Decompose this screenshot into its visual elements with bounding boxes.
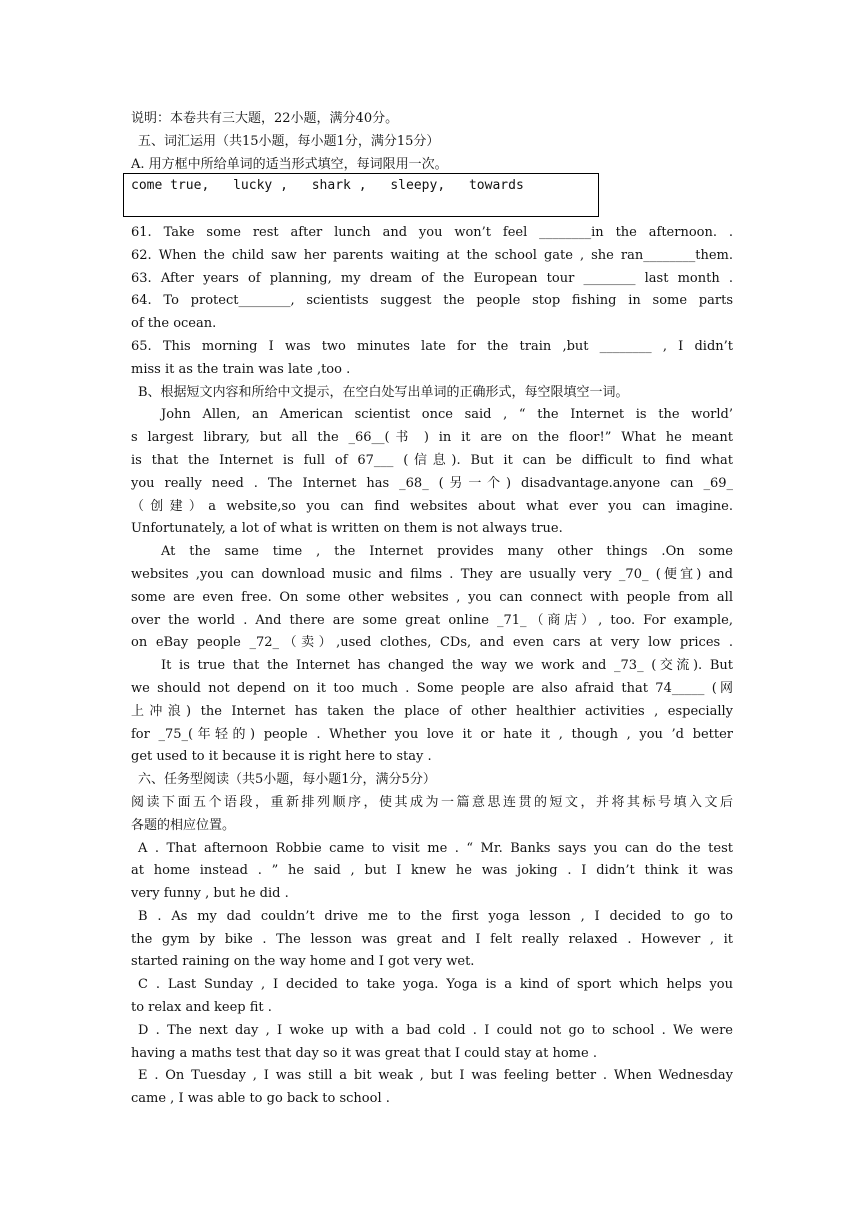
passage-line: 上冲浪) the Internet has taken the place of other healthier activities , especially	[131, 703, 733, 719]
word-box-item: towards	[468, 178, 524, 193]
question-63: 63. After years of planning, my dream of the European tour ________ last month .	[131, 270, 733, 286]
paragraph-e: E . On Tuesday , I was still a bit weak , but I was feeling better . When Wednesday	[138, 1068, 733, 1084]
passage-line: Unfortunately, a lot of what is written on them is not always true.	[131, 521, 563, 537]
document-body	[131, 108, 733, 1111]
passage-line: on eBay people _72_（卖）,used clothes, CDs, and even cars at very low prices .	[131, 635, 733, 651]
question-61: 61. Take some rest after lunch and you won’t feel ________in the afternoon. .	[131, 224, 733, 240]
question-62: 62. When the child saw her parents waiting at the school gate , she ran________them.	[131, 247, 733, 263]
passage-line: over the world . And there are some great online _71_（商店）, too. For example,	[131, 612, 733, 628]
intro-text: 说明：本卷共有三大题，22小题，满分40分。	[131, 111, 399, 126]
paragraph-a: at home instead . ” he said , but I knew he was joking . I didn’t think it was	[131, 863, 733, 879]
word-box-item: come true,	[131, 178, 210, 193]
word-box-item: shark ,	[311, 178, 367, 193]
passage-line: for _75_(年轻的) people . Whether you love it or hate it , though , you ’d better	[131, 726, 733, 742]
passage-line: （创建）a website,so you can find websites about what ever you can imagine.	[131, 498, 733, 514]
passage-line: we should not depend on it too much . Some people are also afraid that 74_____ (网	[131, 680, 733, 696]
passage-line: you really need . The Internet has _68_ (另一个) disadvantage.anyone can _69_	[131, 475, 733, 491]
section-6-instruction: 各题的相应位置。	[131, 817, 236, 833]
passage-line: At the same time , the Internet provides many other things .On some	[161, 544, 733, 560]
question-65-cont: miss it as the train was late ,too .	[131, 361, 351, 377]
part-a-instruction: A. 用方框中所给单词的适当形式填空，每词限用一次。	[131, 156, 448, 172]
question-64: 64. To protect________, scientists suggest the people stop fishing in some parts	[131, 293, 733, 309]
passage-line: s largest library, but all the _66__(书 ) in it are on the floor!” What he meant	[131, 430, 733, 446]
passage-line: is that the Internet is full of 67___ (信息). But it can be difficult to find what	[131, 452, 733, 468]
section-5-title: 五、词汇运用（共15小题，每小题1分，满分15分）	[138, 133, 440, 149]
question-64-cont: of the ocean.	[131, 316, 217, 332]
part-b-instruction: B、根据短文内容和所给中文提示，在空白处写出单词的正确形式，每空限填空一词。	[138, 384, 629, 400]
paragraph-b: the gym by bike . The lesson was great and I felt really relaxed . However , it	[131, 931, 733, 947]
paragraph-d: D . The next day , I woke up with a bad cold . I could not go to school . We were	[138, 1022, 733, 1038]
paragraph-d: having a maths test that day so it was great that I could stay at home .	[131, 1045, 597, 1061]
paragraph-a: very funny , but he did .	[131, 886, 289, 902]
paragraph-c: C . Last Sunday , I decided to take yoga. Yoga is a kind of sport which helps you	[138, 977, 733, 993]
paragraph-e: came , I was able to go back to school .	[131, 1091, 390, 1107]
word-box-item: lucky ,	[233, 178, 288, 193]
passage-line: some are even free. On some other websites , you can connect with people from all	[131, 589, 733, 605]
paragraph-b: started raining on the way home and I got very wet.	[131, 954, 475, 970]
word-box	[123, 173, 599, 217]
question-65: 65. This morning I was two minutes late for the train ,but ________ , I didn’t	[131, 338, 733, 354]
passage-line: John Allen, an American scientist once said , “ the Internet is the world’	[161, 407, 733, 423]
section-6-title: 六、任务型阅读（共5小题，每小题1分，满分5分）	[138, 772, 436, 788]
passage-line: websites ,you can download music and films . They are usually very _70_ (便宜) and	[131, 566, 733, 582]
paragraph-a: A . That afternoon Robbie came to visit me . “ Mr. Banks says you can do the test	[138, 840, 733, 856]
paragraph-c: to relax and keep fit .	[131, 1000, 272, 1016]
paragraph-b: B . As my dad couldn’t drive me to the first yoga lesson , I decided to go to	[138, 908, 733, 924]
passage-line: get used to it because it is right here to stay .	[131, 749, 432, 765]
passage-line: It is true that the Internet has changed the way we work and _73_ (交流). But	[161, 658, 733, 674]
section-6-instruction: 阅读下面五个语段，重新排列顺序，使其成为一篇意思连贯的短文，并将其标号填入文后	[131, 794, 733, 810]
word-box-item: sleepy,	[390, 178, 446, 193]
